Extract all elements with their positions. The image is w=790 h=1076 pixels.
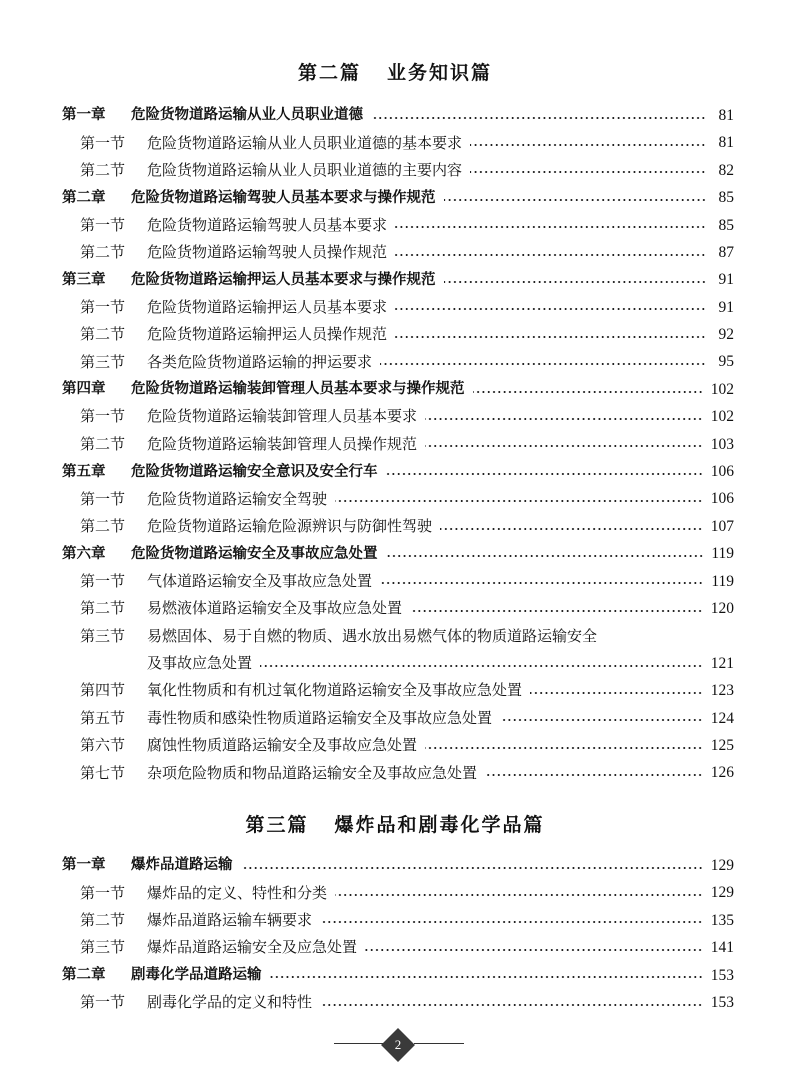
entry-page-number: 121 [710,654,734,672]
toc-section-entry[interactable] [62,705,734,732]
toc-section-entry[interactable] [62,934,734,961]
part-title: 爆炸品和剧毒化学品篇 [334,814,545,836]
entry-label: 第三节 [80,352,126,371]
entry-title: 剧毒化学品道路运输 [131,967,262,983]
entry-label: 第五节 [80,708,126,727]
toc-section-entry[interactable] [62,759,734,786]
entry-title: 氧化性物质和有机过氧化物道路运输安全及事故应急处置 [147,681,523,700]
entry-label: 第一节 [80,133,126,152]
dot-leader [365,949,703,951]
toc-section-entry[interactable] [62,157,734,184]
entry-title: 危险货物道路运输装卸管理人员基本要求 [147,407,418,426]
entry-title: 危险货物道路运输驾驶人员操作规范 [147,243,388,262]
entry-page-number: 126 [710,764,734,782]
toc-section-entry[interactable] [62,513,734,540]
entry-label: 第五章 [62,463,106,480]
part-number: 第三篇 [245,814,309,836]
page-footer [334,1030,464,1058]
entry-label: 第三节 [80,938,126,957]
entry-title: 腐蚀性物质道路运输安全及事故应急处置 [147,736,418,755]
entry-title: 剧毒化学品的定义和特性 [147,993,313,1012]
dot-leader [485,774,703,776]
entry-page-number: 129 [710,884,734,902]
entry-page-number: 124 [710,709,734,727]
dot-leader [386,555,704,557]
toc-chapter-entry[interactable] [62,962,734,989]
entry-page-number: 153 [710,966,734,984]
entry-page-number: 85 [718,189,734,207]
entry-label: 第三节 [80,626,126,645]
entry-page-number: 107 [710,517,734,535]
entry-page-number: 91 [718,271,734,289]
toc-section-entry[interactable] [62,321,734,348]
entry-label: 第二节 [80,517,126,536]
dot-leader [410,610,703,612]
dot-leader [425,747,703,749]
dot-leader [335,894,703,896]
toc-section-entry[interactable] [62,239,734,266]
dot-leader [530,692,703,694]
entry-page-number: 125 [710,736,734,754]
toc-section-entry[interactable] [62,622,734,649]
footer-rule-left [334,1043,384,1044]
toc-section-entry[interactable] [62,879,734,906]
dot-leader [395,254,706,256]
entry-label: 第一节 [80,215,126,234]
dot-leader [241,867,703,869]
footer-rule-right [414,1043,464,1044]
dot-leader [371,117,706,119]
dot-leader [260,665,703,667]
entry-label: 第六节 [80,736,126,755]
toc-section-entry[interactable] [62,294,734,321]
entry-title-continuation: 及事故应急处置 [147,654,253,672]
entry-title: 易燃固体、易于自燃的物质、遇水放出易燃气体的物质道路运输安全 [147,626,598,645]
toc-section-entry[interactable] [62,212,734,239]
entry-page-number: 141 [710,939,734,957]
part-title: 业务知识篇 [387,62,493,84]
entry-label: 第二节 [80,243,126,262]
entry-title: 危险货物道路运输装卸管理人员操作规范 [147,434,418,453]
toc-section-entry[interactable] [62,989,734,1016]
entry-page-number: 135 [710,911,734,929]
entry-label: 第二节 [80,599,126,618]
part-2-heading [0,58,790,85]
dot-leader [395,226,706,228]
toc-section-entry[interactable] [62,431,734,458]
entry-page-number: 106 [710,490,734,508]
entry-title: 各类危险货物道路运输的押运要求 [147,352,373,371]
toc-chapter-entry[interactable] [62,376,734,403]
entry-label: 第二章 [62,189,106,206]
toc-chapter-entry[interactable] [62,266,734,293]
toc-chapter-entry[interactable] [62,184,734,211]
dot-leader [500,719,703,721]
toc-section-entry[interactable] [62,403,734,430]
dot-leader [380,363,706,365]
toc-section-entry-continuation[interactable] [62,650,734,677]
entry-page-number: 82 [718,161,734,179]
entry-label: 第二节 [80,434,126,453]
entry-label: 第三章 [62,271,106,288]
dot-leader [440,528,703,530]
entry-page-number: 119 [711,572,734,590]
entry-title: 危险货物道路运输驾驶人员基本要求与操作规范 [131,189,436,206]
entry-label: 第二节 [80,910,126,929]
entry-title: 爆炸品道路运输 [131,857,233,874]
entry-title: 危险货物道路运输安全驾驶 [147,489,328,508]
entry-title: 爆炸品的定义、特性和分类 [147,883,328,902]
toc-section-entry[interactable] [62,129,734,156]
dot-leader [386,473,703,475]
entry-page-number: 119 [711,545,734,563]
entry-label: 第二节 [80,325,126,344]
entry-label: 第二节 [80,160,126,179]
dot-leader [425,418,703,420]
entry-label: 第六章 [62,545,106,562]
entry-title: 危险货物道路运输装卸管理人员基本要求与操作规范 [131,381,465,398]
toc-section-entry[interactable] [62,568,734,595]
entry-label: 第一节 [80,571,126,590]
dot-leader [335,500,703,502]
entry-title: 气体道路运输安全及事故应急处置 [147,571,373,590]
toc-part-3 [62,852,734,1016]
entry-title: 危险货物道路运输驾驶人员基本要求 [147,215,388,234]
dot-leader [380,582,703,584]
entry-label: 第一章 [62,857,106,874]
toc-chapter-entry[interactable] [62,102,734,129]
entry-page-number: 102 [710,380,734,398]
entry-page-number: 120 [710,599,734,617]
entry-page-number: 102 [710,408,734,426]
toc-section-entry[interactable] [62,485,734,512]
dot-leader [444,281,707,283]
entry-title: 爆炸品道路运输车辆要求 [147,910,313,929]
entry-title: 杂项危险物质和物品道路运输安全及事故应急处置 [147,763,478,782]
entry-page-number: 91 [718,298,734,316]
dot-leader [470,171,706,173]
entry-page-number: 85 [718,216,734,234]
entry-title: 危险货物道路运输从业人员职业道德的基本要求 [147,133,463,152]
page-number: 2 [394,1037,402,1052]
entry-page-number: 87 [718,243,734,261]
entry-title: 毒性物质和感染性物质道路运输安全及事故应急处置 [147,708,493,727]
dot-leader [320,921,703,923]
entry-title: 危险货物道路运输从业人员职业道德的主要内容 [147,160,463,179]
entry-label: 第一章 [62,107,106,124]
entry-label: 第一节 [80,993,126,1012]
entry-label: 第四章 [62,381,106,398]
entry-title: 危险货物道路运输押运人员基本要求与操作规范 [131,271,436,288]
dot-leader [395,308,706,310]
toc-chapter-entry[interactable] [62,540,734,567]
entry-page-number: 129 [710,856,734,874]
entry-title: 危险货物道路运输从业人员职业道德 [131,107,363,124]
entry-label: 第二章 [62,967,106,983]
toc-chapter-entry[interactable] [62,852,734,879]
dot-leader [470,144,706,146]
entry-label: 第七节 [80,763,126,782]
dot-leader [444,199,707,201]
entry-page-number: 92 [718,326,734,344]
entry-page-number: 103 [710,435,734,453]
toc-section-entry[interactable] [62,732,734,759]
entry-label: 第一节 [80,489,126,508]
entry-page-number: 153 [710,993,734,1011]
entry-label: 第一节 [80,883,126,902]
entry-label: 第一节 [80,297,126,316]
dot-leader [270,976,703,978]
toc-part-2 [62,102,734,787]
entry-title: 爆炸品道路运输安全及应急处置 [147,938,358,957]
entry-label: 第四节 [80,681,126,700]
entry-title: 危险货物道路运输安全意识及安全行车 [131,463,378,480]
entry-page-number: 123 [710,682,734,700]
entry-title: 危险货物道路运输押运人员基本要求 [147,297,388,316]
entry-page-number: 81 [718,106,734,124]
entry-page-number: 106 [710,463,734,481]
dot-leader [425,445,703,447]
entry-page-number: 81 [718,134,734,152]
toc-section-entry[interactable] [62,907,734,934]
toc-chapter-entry[interactable] [62,458,734,485]
entry-title: 危险货物道路运输押运人员操作规范 [147,325,388,344]
entry-label: 第一节 [80,407,126,426]
dot-leader [395,336,706,338]
entry-page-number: 95 [718,353,734,371]
toc-section-entry[interactable] [62,595,734,622]
entry-title: 易燃液体道路运输安全及事故应急处置 [147,599,403,618]
dot-leader [320,1004,703,1006]
part-number: 第二篇 [297,62,361,84]
entry-title: 危险货物道路运输安全及事故应急处置 [131,545,378,562]
toc-section-entry[interactable] [62,349,734,376]
dot-leader [473,391,703,393]
toc-section-entry[interactable] [62,677,734,704]
part-3-heading [0,810,790,837]
entry-title: 危险货物道路运输危险源辨识与防御性驾驶 [147,517,433,536]
